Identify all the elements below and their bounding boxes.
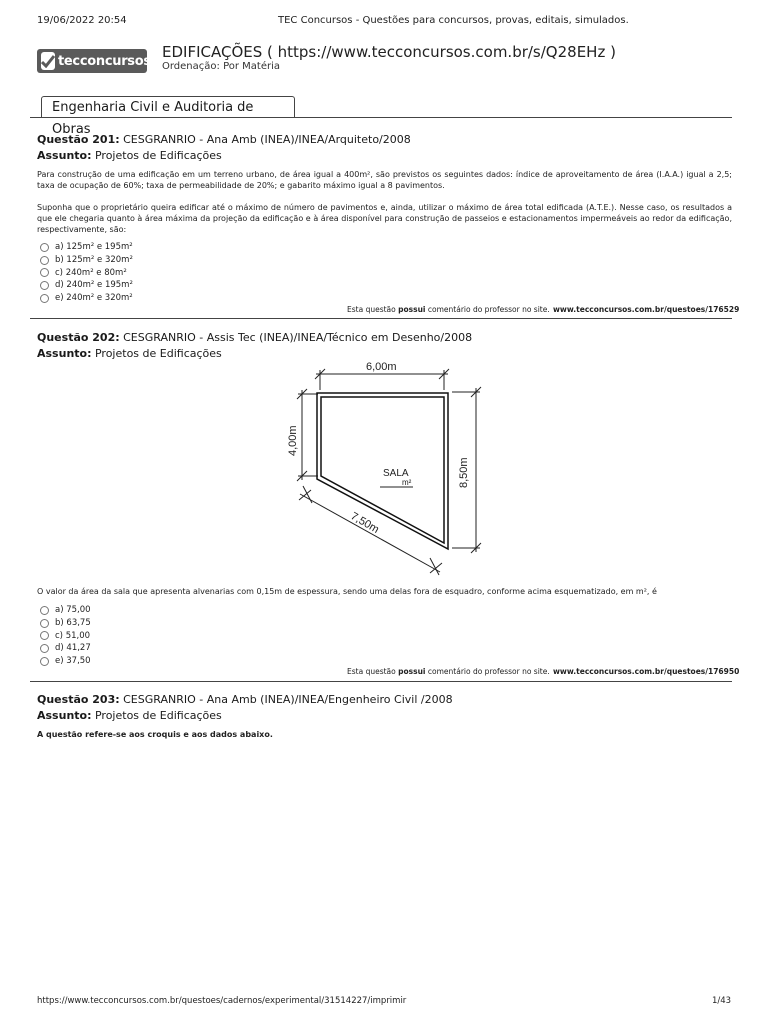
radio-icon[interactable] bbox=[40, 268, 49, 277]
option[interactable] bbox=[40, 655, 91, 668]
option-label: e) 240m² e 320m² bbox=[55, 293, 133, 304]
question-201-header bbox=[37, 133, 411, 146]
option-label: c) 51,00 bbox=[55, 630, 91, 641]
left-dimension-label: 4,00m bbox=[287, 425, 299, 456]
question-label: Questão 203: bbox=[37, 693, 120, 706]
question-source: CESGRANRIO - Assis Tec (INEA)/INEA/Técnico em Desenho/2008 bbox=[123, 331, 473, 344]
question-203-text: A questão refere-se aos croquis e aos dados abaixo. bbox=[37, 730, 273, 739]
room-label: SALA bbox=[383, 468, 409, 479]
question-202-options bbox=[40, 604, 91, 668]
option-label: a) 125m² e 195m² bbox=[55, 242, 133, 252]
question-202-text: O valor da área da sala que apresenta alvenarias com 0,15m de espessura, sendo uma delas fora de esquadro, conforme acima esquematizado, em m², é bbox=[37, 587, 657, 596]
question-202-subject bbox=[37, 347, 222, 360]
option[interactable] bbox=[40, 292, 133, 305]
print-page-number: 1/43 bbox=[712, 996, 732, 1006]
question-label: Questão 201: bbox=[37, 133, 120, 146]
radio-icon[interactable] bbox=[40, 606, 49, 615]
option-label: e) 37,50 bbox=[55, 656, 91, 667]
comment-post: comentário do professor no site. bbox=[427, 667, 550, 676]
option-label: b) 63,75 bbox=[55, 617, 91, 628]
option-label: d) 240m² e 195m² bbox=[55, 280, 133, 291]
comment-bold: possui bbox=[398, 667, 426, 676]
option-label: b) 125m² e 320m² bbox=[55, 254, 133, 265]
option[interactable] bbox=[40, 604, 91, 617]
ordering-label: Ordenação: Por Matéria bbox=[162, 61, 280, 72]
question-source: CESGRANRIO - Ana Amb (INEA)/INEA/Engenheiro Civil /2008 bbox=[123, 693, 453, 706]
comment-pre: Esta questão bbox=[347, 667, 396, 676]
comment-pre: Esta questão bbox=[347, 305, 396, 314]
print-datetime: 19/06/2022 20:54 bbox=[37, 15, 127, 26]
subject-label: Assunto: bbox=[37, 149, 92, 162]
room-floorplan-diagram bbox=[280, 360, 490, 576]
radio-icon[interactable] bbox=[40, 644, 49, 653]
subject-value: Projetos de Edificações bbox=[94, 347, 222, 360]
question-label: Questão 202: bbox=[37, 331, 120, 344]
radio-icon[interactable] bbox=[40, 281, 49, 290]
option[interactable] bbox=[40, 267, 133, 280]
radio-icon[interactable] bbox=[40, 256, 49, 265]
question-url[interactable]: www.tecconcursos.com.br/questoes/176529 bbox=[553, 305, 740, 314]
question-separator bbox=[30, 681, 732, 682]
question-201-subject bbox=[37, 149, 222, 162]
question-201-text-1: Para construção de uma edificação em um terreno urbano, de área igual a 400m², são previstos os seguintes dados: índice de aproveitamento de área (I.A.A.) igual a 2,5; taxa de ocupação de 60%; taxa de permeabilidade de 20%; e gabarito máximo igual a 8 pavimentos. bbox=[37, 170, 732, 190]
area-unit-label: m² bbox=[402, 478, 412, 487]
print-footer-url: https://www.tecconcursos.com.br/questoes/cadernos/experimental/31514227/imprimir bbox=[37, 996, 407, 1006]
question-201-text-2: Suponha que o proprietário queira edificar até o máximo de número de pavimentos e, ainda, utilizar o máximo de área total edificada (A.T.E.). Nesse caso, os resultados a que ele chegaria quanto à área máxima da projeção da edificação e à área disponível para construção de passeios e estacionamentos impermeáveis ao redor da edificação, respectivamente, são: bbox=[37, 203, 732, 234]
subject-label: Assunto: bbox=[37, 709, 92, 722]
radio-icon[interactable] bbox=[40, 631, 49, 640]
option[interactable] bbox=[40, 642, 91, 655]
radio-icon[interactable] bbox=[40, 657, 49, 666]
question-203-header bbox=[37, 693, 453, 706]
comment-note bbox=[347, 667, 550, 676]
question-201-options bbox=[40, 241, 133, 305]
option[interactable] bbox=[40, 617, 91, 630]
comment-bold: possui bbox=[398, 305, 426, 314]
option[interactable] bbox=[40, 254, 133, 267]
diagonal-dimension-label: 7,50m bbox=[348, 510, 381, 536]
question-202-header bbox=[37, 331, 472, 344]
question-203-subject bbox=[37, 709, 222, 722]
option-label: d) 41,27 bbox=[55, 643, 91, 654]
option[interactable] bbox=[40, 630, 91, 643]
section-tab: Engenharia Civil e Auditoria de Obras bbox=[41, 96, 295, 117]
option-label: a) 75,00 bbox=[55, 605, 91, 615]
radio-icon[interactable] bbox=[40, 619, 49, 628]
subject-value: Projetos de Edificações bbox=[94, 709, 222, 722]
option-label: c) 240m² e 80m² bbox=[55, 267, 127, 278]
question-source: CESGRANRIO - Ana Amb (INEA)/INEA/Arquiteto/2008 bbox=[123, 133, 411, 146]
option[interactable] bbox=[40, 279, 133, 292]
tec-logo[interactable] bbox=[37, 49, 151, 73]
checkmark-icon bbox=[41, 52, 55, 70]
subject-label: Assunto: bbox=[37, 347, 92, 360]
radio-icon[interactable] bbox=[40, 294, 49, 303]
logo-text: tecconcursos bbox=[58, 53, 151, 69]
question-separator bbox=[30, 318, 732, 319]
radio-icon[interactable] bbox=[40, 243, 49, 252]
right-dimension-label: 8,50m bbox=[458, 457, 470, 488]
document-title: EDIFICAÇÕES ( https://www.tecconcursos.com.br/s/Q28EHz ) bbox=[162, 43, 616, 61]
subject-value: Projetos de Edificações bbox=[94, 149, 222, 162]
top-dimension-label: 6,00m bbox=[366, 361, 397, 373]
print-page-title: TEC Concursos - Questões para concursos, provas, editais, simulados. bbox=[278, 15, 629, 26]
question-url[interactable]: www.tecconcursos.com.br/questoes/176950 bbox=[553, 667, 740, 676]
option[interactable] bbox=[40, 241, 133, 254]
comment-post: comentário do professor no site. bbox=[427, 305, 550, 314]
comment-note bbox=[347, 305, 550, 314]
